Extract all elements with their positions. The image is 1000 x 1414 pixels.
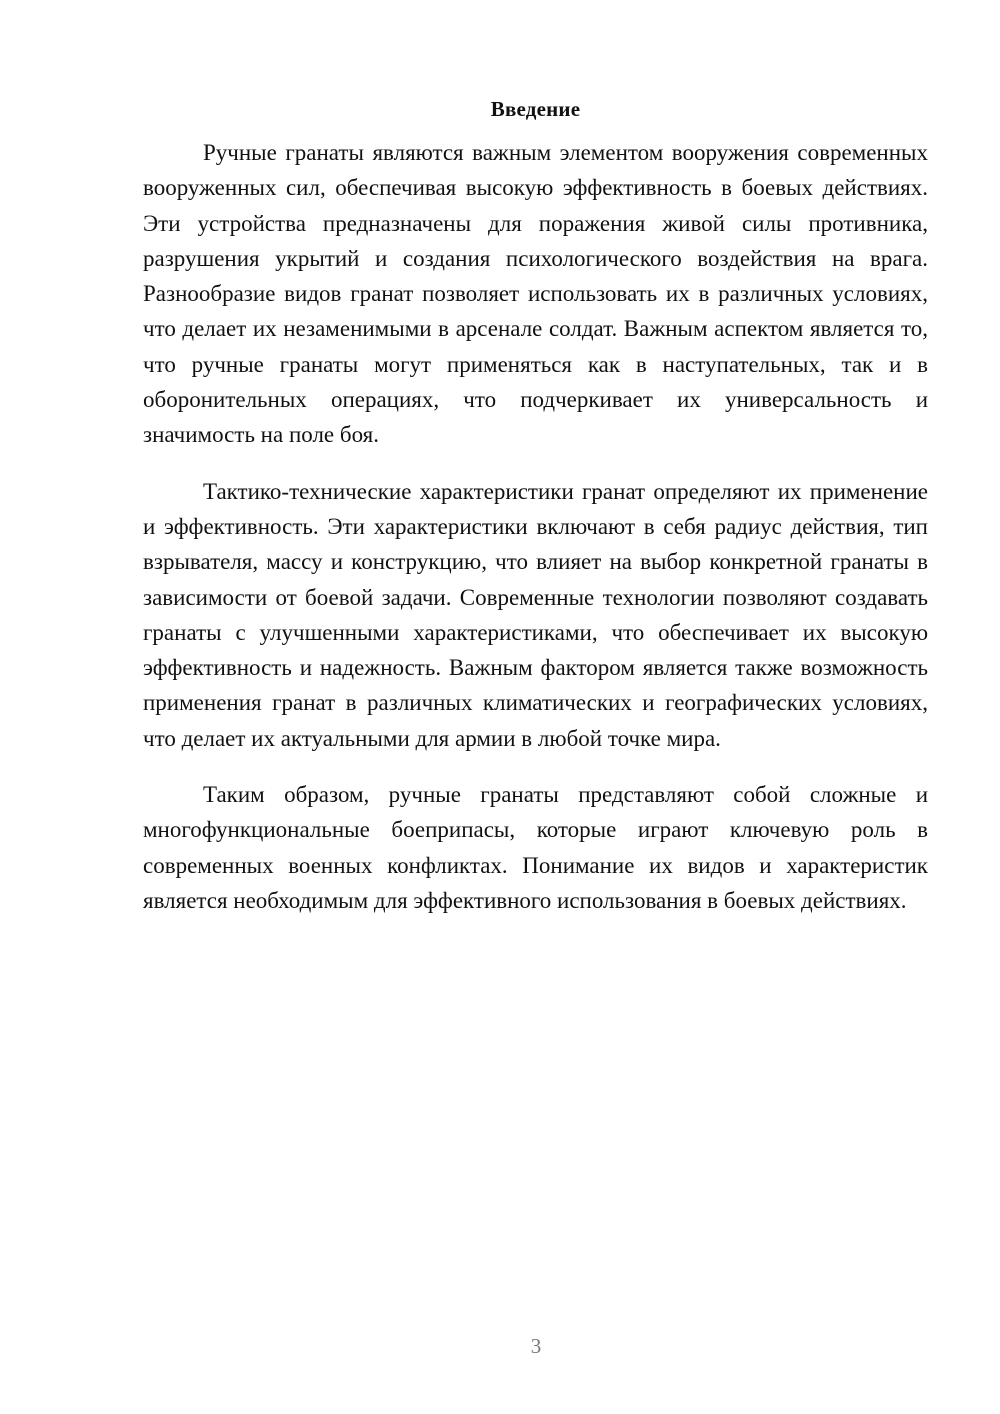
- paragraph-conclusion: Таким образом, ручные гранаты представляют собой сложные и многофункциональные боеприпасы, которые играют ключевую роль в современных военных конфликтах. Понимание их видов и характеристик является необходимым для эффективного использования в боевых действиях.: [143, 782, 928, 913]
- section-title: Введение: [490, 97, 581, 121]
- page-content: [143, 95, 928, 918]
- paragraph-characteristics: Тактико-технические характеристики гранат определяют их применение и эффективность. Эти характеристики включают в себя радиус действия, тип взрывателя, массу и конструкцию, что влияет на выбор конкретной гранаты в зависимости от боевой задачи. Современные технологии позволяют создавать гранаты с улучшенными характеристиками, что обеспечивает их высокую эффективность и надежность. Важным фактором является также возможность применения гранат в различных климатических и географических условиях, что делает их актуальными для армии в любой точке мира.: [143, 478, 928, 751]
- page-number: 3: [530, 1334, 542, 1358]
- paragraph-intro: Ручные гранаты являются важным элементом вооружения современных вооруженных сил, обеспечивая высокую эффективность в боевых действиях. Эти устройства предназначены для поражения живой силы противника, разрушения укрытий и создания психологического воздействия на врага. Разнообразие видов гранат позволяет использовать их в различных условиях, что делает их незаменимыми в арсенале солдат. Важным аспектом является то, что ручные гранаты могут применяться как в наступательных, так и в оборонительных операциях, что подчеркивает их универсальность и значимость на поле боя.: [143, 140, 928, 448]
